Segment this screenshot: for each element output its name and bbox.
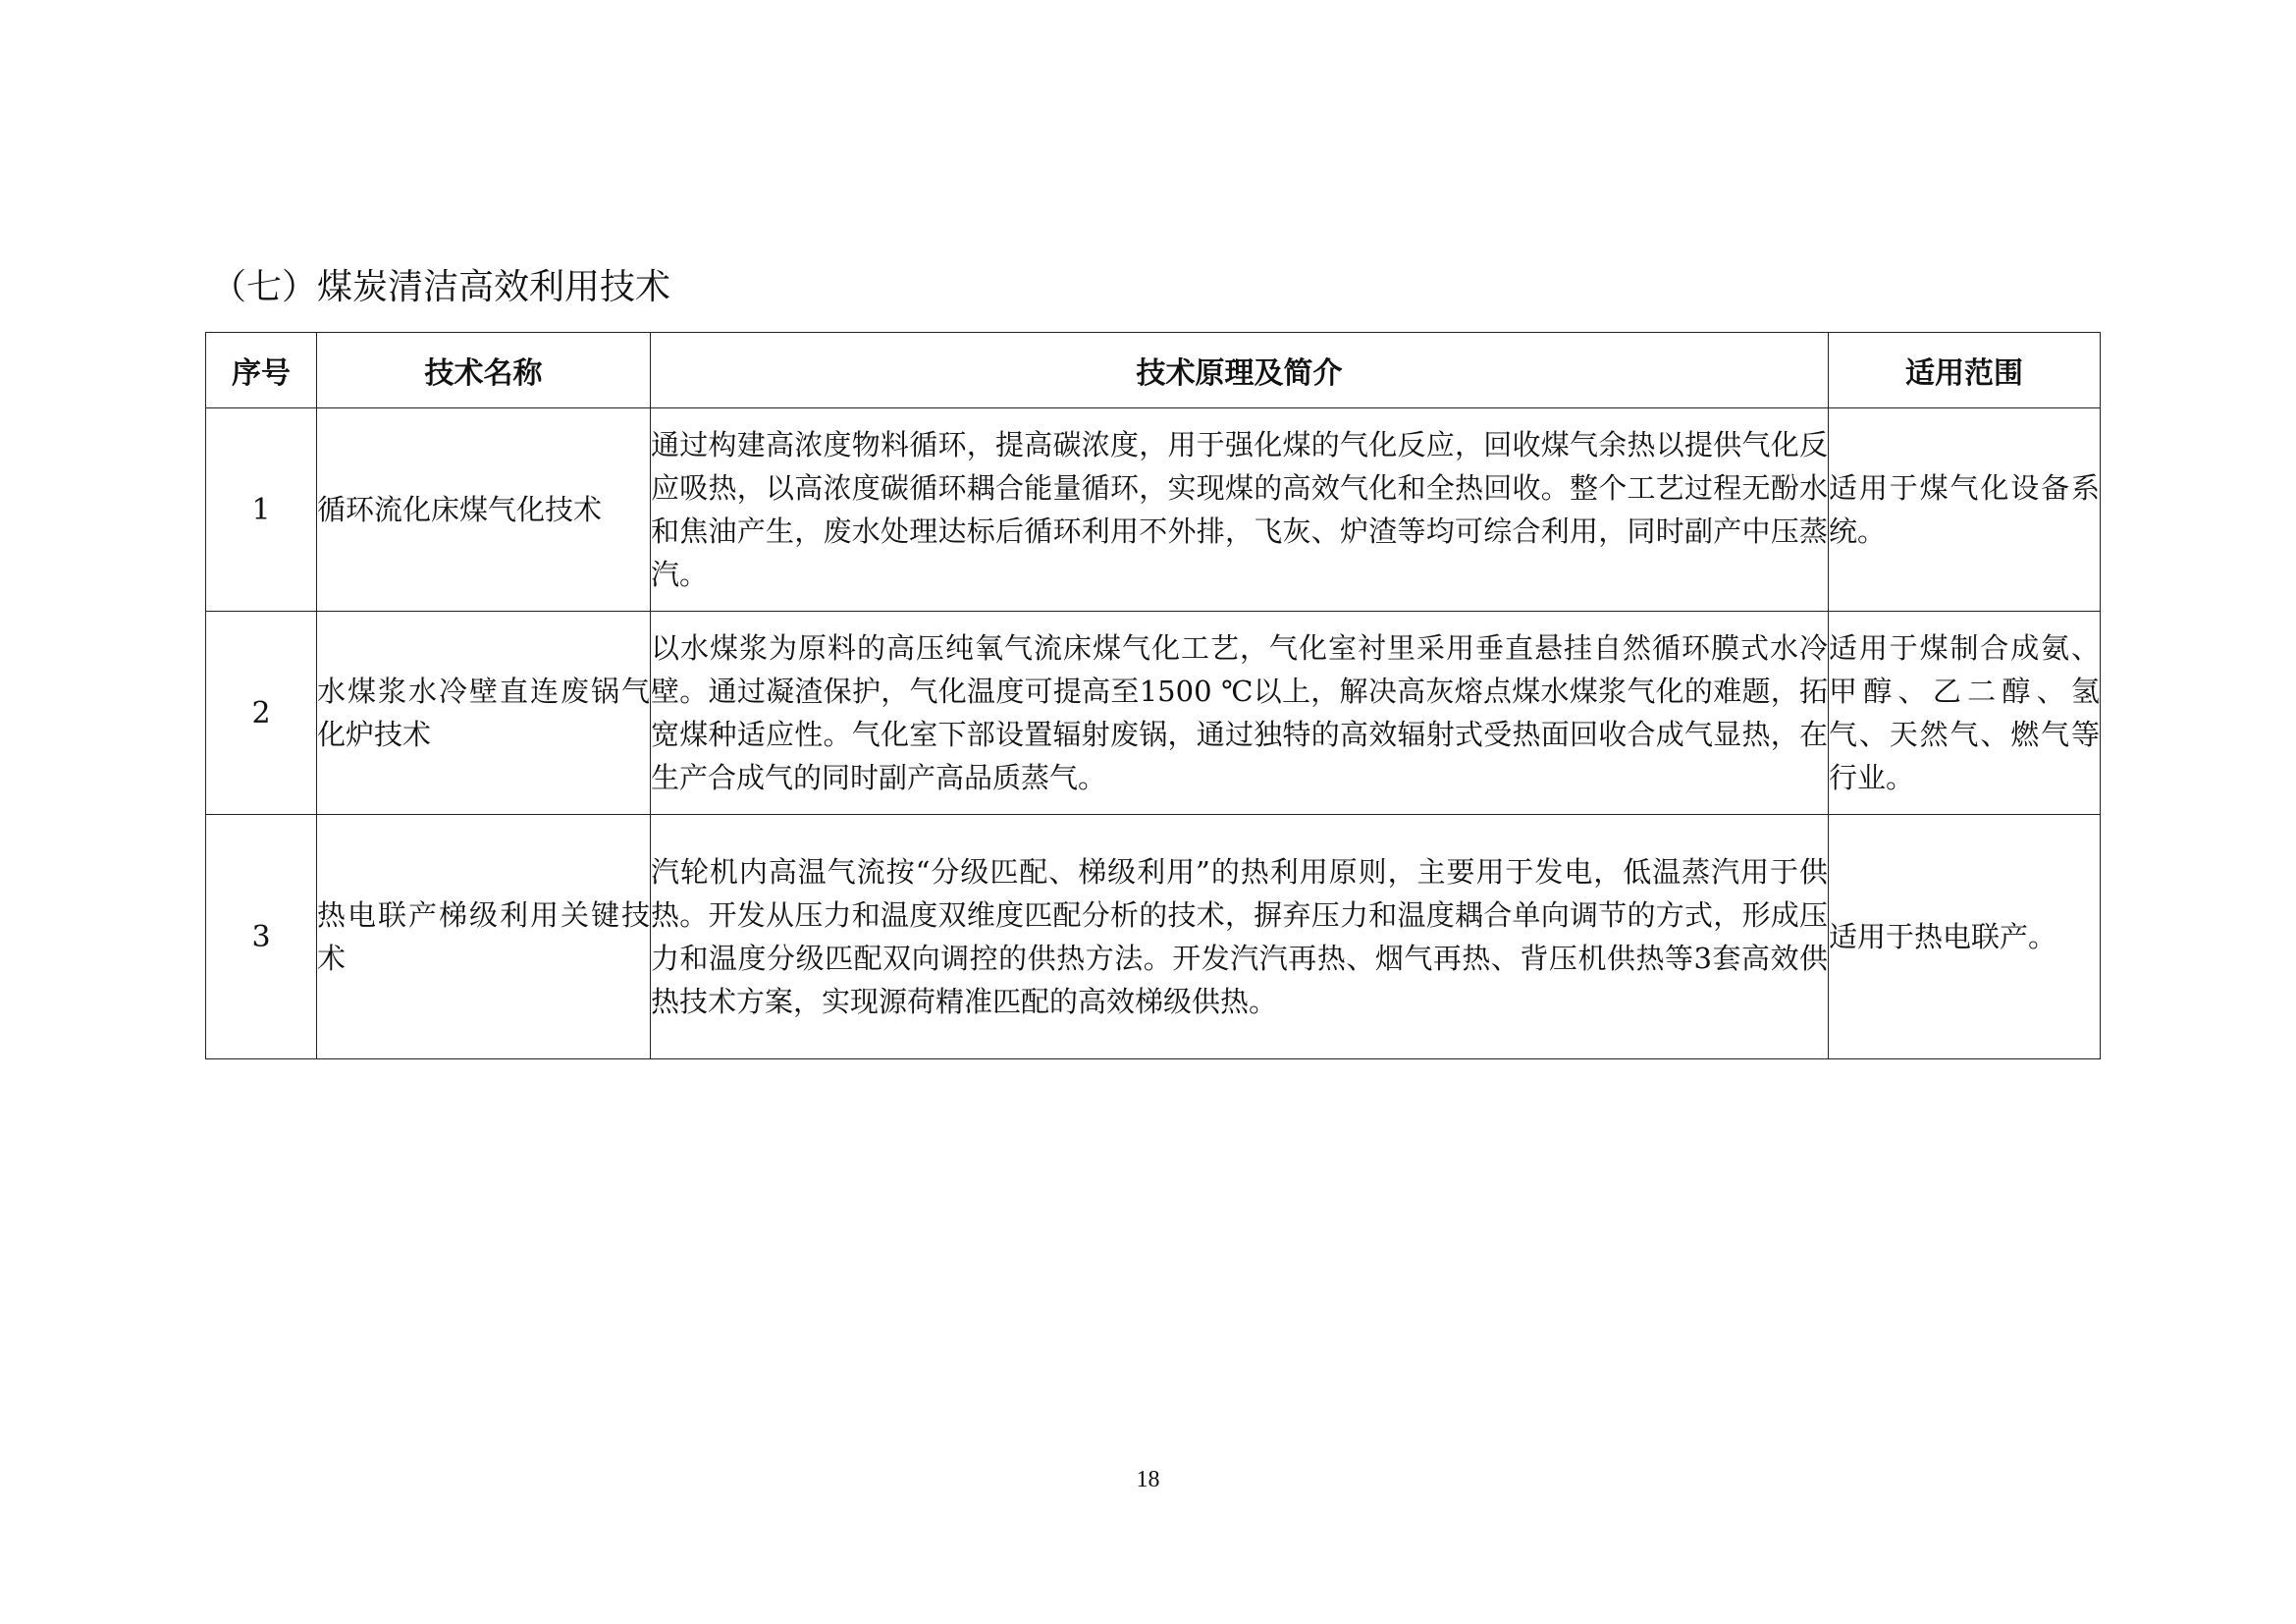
table-row xyxy=(206,408,2101,612)
technology-name: 循环流化床煤气化技术 xyxy=(317,408,651,612)
application-scope: 适用于煤制合成氨、甲醇、乙二醇、氢气、天然气、燃气等行业。 xyxy=(1829,612,2101,815)
table-row xyxy=(206,815,2101,1059)
section-title: （七）煤炭清洁高效利用技术 xyxy=(211,267,671,307)
technology-description: 以水煤浆为原料的高压纯氧气流床煤气化工艺，气化室衬里采用垂直悬挂自然循环膜式水冷壁。通过凝渣保护，气化温度可提高至1500 ℃以上，解决高灰熔点煤水煤浆气化的难题，拓宽煤种适应性。气化室下部设置辐射废锅，通过独特的高效辐射式受热面回收合成气显热，在生产合成气的同时副产高品质蒸气。 xyxy=(651,612,1829,815)
header-index: 序号 xyxy=(206,333,317,408)
table-row xyxy=(206,612,2101,815)
row-index: 1 xyxy=(206,408,317,612)
technology-table xyxy=(205,332,2101,1059)
application-scope: 适用于热电联产。 xyxy=(1829,815,2101,1059)
row-index: 2 xyxy=(206,612,317,815)
application-scope: 适用于煤气化设备系统。 xyxy=(1829,408,2101,612)
technology-name: 水煤浆水冷壁直连废锅气化炉技术 xyxy=(317,612,651,815)
technology-name: 热电联产梯级利用关键技术 xyxy=(317,815,651,1059)
header-scope: 适用范围 xyxy=(1829,333,2101,408)
row-index: 3 xyxy=(206,815,317,1059)
header-name: 技术名称 xyxy=(317,333,651,408)
header-description: 技术原理及简介 xyxy=(651,333,1829,408)
technology-description: 汽轮机内高温气流按“分级匹配、梯级利用”的热利用原则，主要用于发电，低温蒸汽用于供热。开发从压力和温度双维度匹配分析的技术，摒弃压力和温度耦合单向调节的方式，形成压力和温度分级匹配双向调控的供热方法。开发汽汽再热、烟气再热、背压机供热等3套高效供热技术方案，实现源荷精准匹配的高效梯级供热。 xyxy=(651,815,1829,1059)
table-header-row xyxy=(206,333,2101,408)
technology-description: 通过构建高浓度物料循环，提高碳浓度，用于强化煤的气化反应，回收煤气余热以提供气化反应吸热，以高浓度碳循环耦合能量循环，实现煤的高效气化和全热回收。整个工艺过程无酚水和焦油产生，废水处理达标后循环利用不外排，飞灰、炉渣等均可综合利用，同时副产中压蒸汽。 xyxy=(651,408,1829,612)
page-number: 18 xyxy=(1136,1467,1160,1492)
